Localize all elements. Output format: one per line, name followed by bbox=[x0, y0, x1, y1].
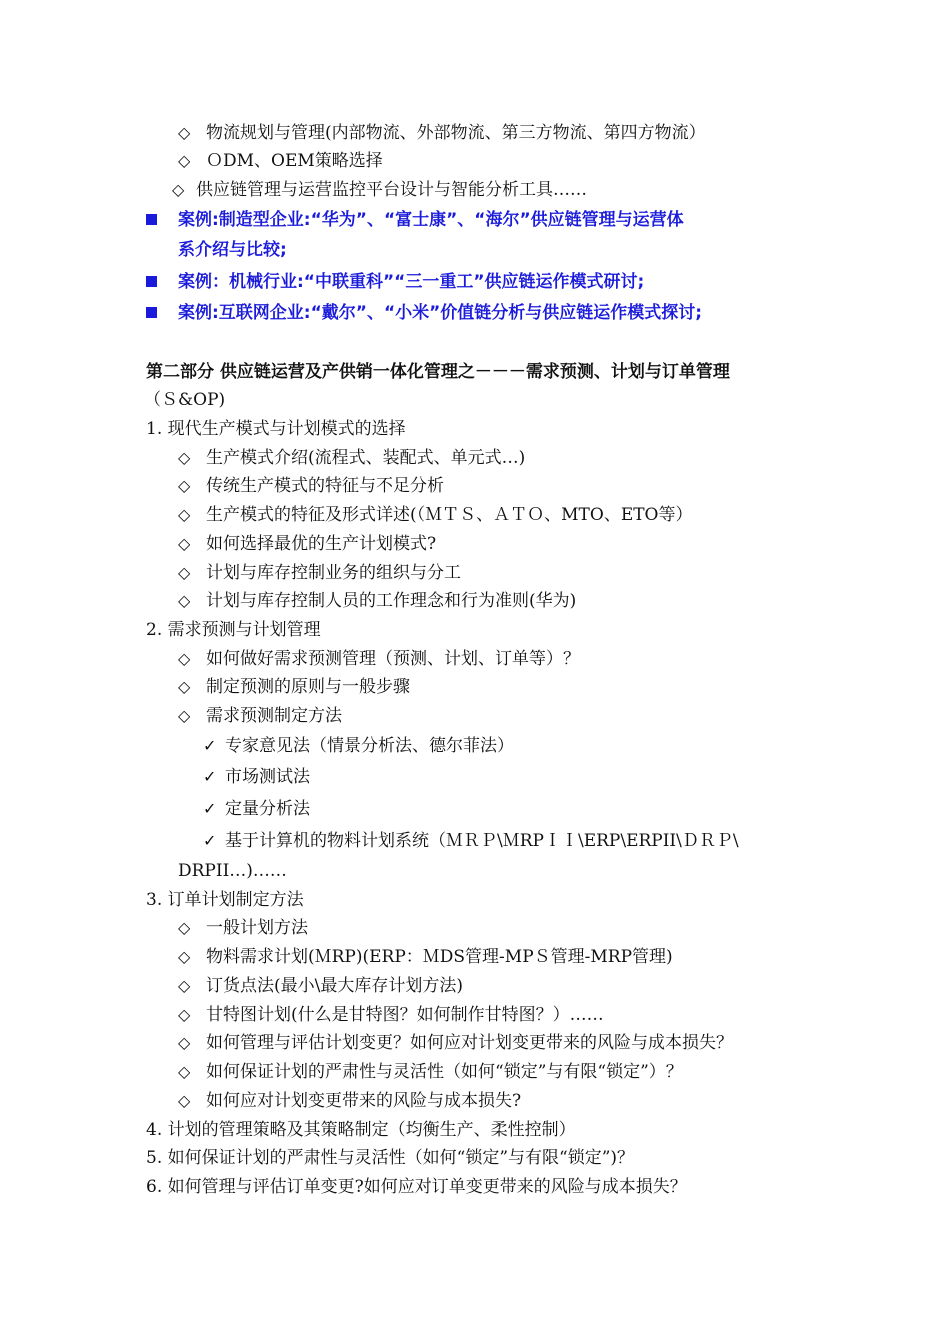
diamond-bullet-icon: ◇ bbox=[178, 591, 191, 610]
case-study-line: 案例:制造型企业:“华为”、“富士康”、“海尔”供应链管理与运营体 bbox=[178, 210, 684, 230]
case-study-line: 案例：机械行业:“中联重科”“三一重工”供应链运作模式研讨; bbox=[178, 272, 645, 292]
list-item: ◇ ＯDM、OEM策略选择 bbox=[178, 151, 383, 171]
sub-list-item: ✓ 定量分析法 bbox=[203, 799, 310, 819]
list-item: ◇ 如何管理与评估计划变更？如何应对计划变更带来的风险与成本损失？ bbox=[178, 1033, 733, 1053]
list-item: ◇ 物料需求计划(ＭRP)(ERP：ＭDS管理-MPＳ管理-MRP管理) bbox=[178, 947, 673, 967]
topic-title: 4. 计划的管理策略及其策略制定（均衡生产、柔性控制） bbox=[146, 1120, 576, 1140]
diamond-bullet-icon: ◇ bbox=[178, 151, 191, 170]
list-item: ◇ 一般计划方法 bbox=[178, 918, 308, 938]
sub-list-item: ✓ 基于计算机的物料计划系统（ＭＲＰ\ＭRPＩＩ\ERP\ERPII\ＤＲＰ\ bbox=[203, 831, 739, 851]
checkmark-icon: ✓ bbox=[203, 799, 217, 818]
list-item: ◇ 订货点法(最小\最大库存计划方法) bbox=[178, 976, 463, 996]
diamond-bullet-icon: ◇ bbox=[178, 677, 191, 696]
diamond-bullet-icon: ◇ bbox=[178, 918, 191, 937]
list-item: ◇ 计划与库存控制业务的组织与分工 bbox=[178, 563, 461, 583]
diamond-bullet-icon: ◇ bbox=[178, 706, 191, 725]
list-item: ◇ 物流规划与管理(内部物流、外部物流、第三方物流、第四方物流） bbox=[178, 123, 706, 143]
list-item: ◇ 如何做好需求预测管理（预测、计划、订单等）？ bbox=[178, 649, 580, 669]
list-item: ◇ 供应链管理与运营监控平台设计与智能分析工具…… bbox=[172, 180, 587, 200]
list-item: ◇ 计划与库存控制人员的工作理念和行为准则(华为) bbox=[178, 591, 577, 611]
square-bullet-icon bbox=[146, 214, 157, 225]
diamond-bullet-icon: ◇ bbox=[178, 1033, 191, 1052]
diamond-bullet-icon: ◇ bbox=[178, 123, 191, 142]
diamond-bullet-icon: ◇ bbox=[178, 563, 191, 582]
checkmark-icon: ✓ bbox=[203, 736, 217, 755]
square-bullet-icon bbox=[146, 276, 157, 287]
diamond-bullet-icon: ◇ bbox=[178, 505, 191, 524]
list-item: ◇ 需求预测制定方法 bbox=[178, 706, 342, 726]
sub-list-item: ✓ 市场测试法 bbox=[203, 767, 310, 787]
list-item: ◇ 如何保证计划的严肃性与灵活性（如何“锁定”与有限“锁定”）？ bbox=[178, 1062, 683, 1082]
list-item: ◇ 甘特图计划(什么是甘特图？如何制作甘特图？）…… bbox=[178, 1005, 604, 1025]
topic-title: 2. 需求预测与计划管理 bbox=[146, 620, 321, 640]
diamond-bullet-icon: ◇ bbox=[178, 976, 191, 995]
list-item: ◇ 传统生产模式的特征与不足分析 bbox=[178, 476, 444, 496]
diamond-bullet-icon: ◇ bbox=[178, 476, 191, 495]
diamond-bullet-icon: ◇ bbox=[178, 448, 191, 467]
case-study-line: 案例:互联网企业:“戴尔”、“小米”价值链分析与供应链运作模式探讨; bbox=[178, 303, 703, 323]
diamond-bullet-icon: ◇ bbox=[178, 649, 191, 668]
section-heading: 第二部分 供应链运营及产供销一体化管理之－－－需求预测、计划与订单管理 bbox=[146, 362, 730, 382]
sub-list-item: ✓ 专家意见法（情景分析法、德尔菲法） bbox=[203, 736, 514, 756]
list-item: ◇ 如何选择最优的生产计划模式? bbox=[178, 534, 437, 554]
list-item: ◇ 制定预测的原则与一般步骤 bbox=[178, 677, 410, 697]
diamond-bullet-icon: ◇ bbox=[178, 534, 191, 553]
diamond-bullet-icon: ◇ bbox=[178, 947, 191, 966]
topic-title: 6. 如何管理与评估订单变更?如何应对订单变更带来的风险与成本损失？ bbox=[146, 1177, 687, 1197]
checkmark-icon: ✓ bbox=[203, 767, 217, 786]
diamond-bullet-icon: ◇ bbox=[172, 180, 185, 199]
diamond-bullet-icon: ◇ bbox=[178, 1062, 191, 1081]
topic-title: 5. 如何保证计划的严肃性与灵活性（如何“锁定”与有限“锁定”)？ bbox=[146, 1148, 635, 1168]
case-study-line: 系介绍与比较; bbox=[178, 240, 287, 260]
square-bullet-icon bbox=[146, 307, 157, 318]
section-heading-cont: （Ｓ&OP) bbox=[144, 390, 226, 410]
list-item: ◇ 生产模式介绍(流程式、装配式、单元式…) bbox=[178, 448, 526, 468]
list-item: ◇ 如何应对计划变更带来的风险与成本损失? bbox=[178, 1091, 522, 1111]
diamond-bullet-icon: ◇ bbox=[178, 1005, 191, 1024]
checkmark-icon: ✓ bbox=[203, 831, 217, 850]
sub-list-item-continuation: DRPII…)…… bbox=[178, 861, 287, 881]
list-item: ◇ 生产模式的特征及形式详述(（ＭＴＳ、ＡＴＯ、MTO、ETO等） bbox=[178, 505, 693, 525]
topic-title: 1. 现代生产模式与计划模式的选择 bbox=[146, 419, 406, 439]
topic-title: 3. 订单计划制定方法 bbox=[146, 890, 304, 910]
diamond-bullet-icon: ◇ bbox=[178, 1091, 191, 1110]
